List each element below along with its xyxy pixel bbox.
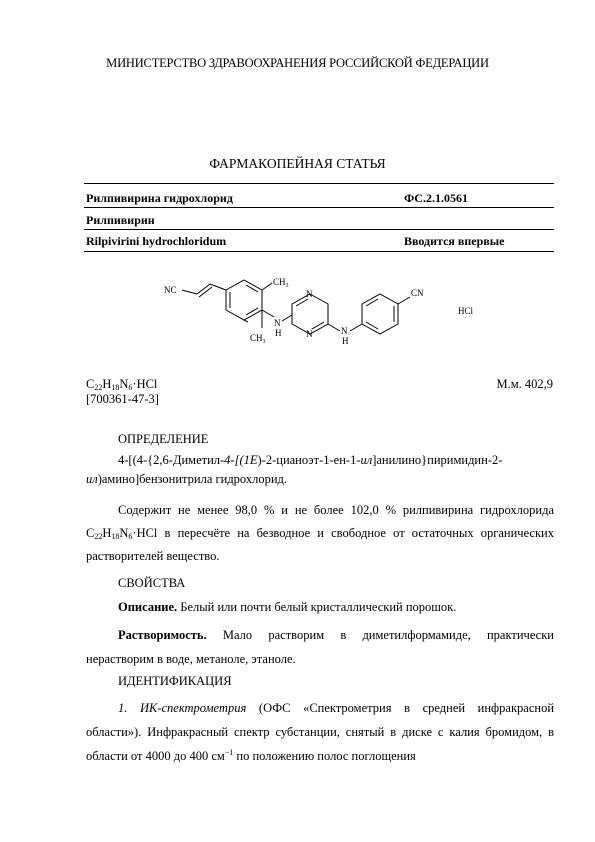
structural-formula xyxy=(150,266,490,366)
header-rule-1 xyxy=(84,207,554,208)
molecular-formula: $C_{22}H_{18}N_6\cdot HCl$ xyxy=(86,377,158,392)
definition-content: Содержит не менее 98,0 % и не более 102,0 % рилпивирина гидрохлорида $C_{22}H_{18}N_6\cdot HCl$ в пересчёте на безводное и свободное от остаточных органических растворителей вещество. xyxy=(86,503,554,563)
n-label-pyr-bottom: N xyxy=(306,329,313,339)
hcl-label: HCl xyxy=(458,306,474,316)
identification-ir: 1. ИК-спектрометрия (ОФС «Спектрометрия в средней инфракрасной области»). Инфракрасный спектр субстанции, снятый в диске с калия бромидом, в области от 4000 до 400 $см^{-1}$ по положению полос поглощения xyxy=(86,701,555,763)
cn-label-right: CN xyxy=(411,288,424,298)
article-title: ФАРМАКОПЕЙНАЯ СТАТЬЯ xyxy=(209,156,386,171)
monograph-name-latin: Rilpivirini hydrochloridum xyxy=(86,234,227,248)
n-label-pyr-top: N xyxy=(306,289,313,299)
section-identification-title: ИДЕНТИФИКАЦИЯ xyxy=(118,674,232,688)
monograph-status: Вводится впервые xyxy=(404,234,505,248)
definition-chemical-name: 4-[(4-{2,6-Диметил-4-[(1E)-2-цианоэт-1-ен-1-ил]анилино}пиримидин-2-ил)амино]бензонитрила гидрохлорид. xyxy=(86,453,503,486)
ch3-label-top: $CH_3$ xyxy=(273,277,289,289)
properties-solubility: Растворимость. Мало растворим в диметилформамиде, практически нерастворим в воде, метаноле, этаноле. xyxy=(86,628,554,666)
ministry-heading: МИНИСТЕРСТВО ЗДРАВООХРАНЕНИЯ РОССИЙСКОЙ ФЕДЕРАЦИИ xyxy=(106,56,489,70)
h-label-left: H xyxy=(275,328,282,338)
section-definition-title: ОПРЕДЕЛЕНИЕ xyxy=(118,432,209,446)
cas-number: [700361-47-3] xyxy=(86,392,159,406)
header-rule-2 xyxy=(84,229,554,230)
left-benzene-ring xyxy=(226,280,262,320)
monograph-name-ru: Рилпивирина гидрохлорид xyxy=(86,191,233,205)
properties-description: Описание. Белый или почти белый кристаллический порошок. xyxy=(118,600,457,614)
h-label-right: H xyxy=(342,336,349,346)
header-rule-bottom xyxy=(84,251,554,252)
monograph-code: ФС.2.1.0561 xyxy=(404,191,468,205)
right-benzene-ring xyxy=(362,294,398,334)
ch3-label-bottom: $CH_3$ xyxy=(250,333,266,345)
n-label-left: N xyxy=(274,318,281,328)
section-properties-title: СВОЙСТВА xyxy=(118,576,186,590)
molecular-weight: М.м. 402,9 xyxy=(496,377,553,391)
header-rule-top xyxy=(84,183,554,184)
n-label-right: N xyxy=(341,326,348,336)
nc-label-left: NC xyxy=(164,285,177,295)
pyrimidine-ring xyxy=(292,294,328,334)
monograph-name-base: Рилпивирин xyxy=(86,213,155,227)
